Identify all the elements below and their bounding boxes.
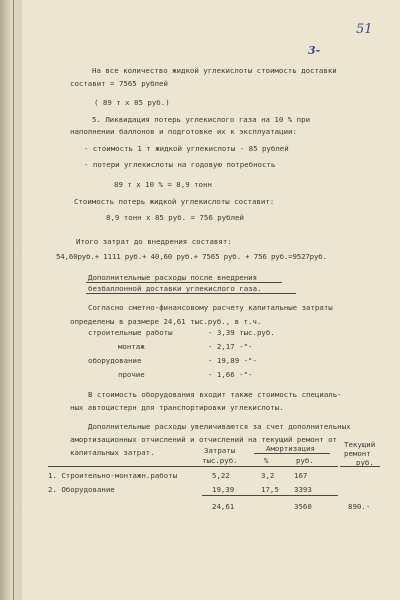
total-rule [202,495,338,496]
col-repair-unit: руб. [356,458,374,467]
row-pct: 3,2 [261,471,275,480]
cost-row-label: строительные работы [88,328,173,337]
section5-calc-1: 89 т х 10 % = 8,9 тонн [114,180,212,189]
cost-row-label: оборудование [88,356,142,365]
additional-p1: Согласно сметно-финансовому расчету капитальные затраты [88,303,333,312]
additional-p4: ных автоцистерн для транспортировки углекислоты. [70,403,284,412]
section5-head-2: наполнении баллонов и подготовке их к эксплуатации: [70,127,297,136]
additional-p3: В стоимость оборудования входит также стоимость специаль- [88,390,342,399]
section5-item-1: - стоимость 1 т жидкой углекислоты - 85 рублей [84,144,289,153]
additional-heading-1: Дополнительные расходы после внедрения [88,273,258,282]
intro-line-1: На все количество жидкой углекислоты стоимость доставки [92,66,337,75]
total-cost: 24,61 [212,502,235,511]
row-pct: 17,5 [261,485,279,494]
cost-row-value: - 1,66 -"- [208,370,253,379]
row-rub: 3393 [294,485,312,494]
total-rub: 3560 [294,502,312,511]
header-rule [48,466,338,467]
row-name: 1. Строительно-монтажн.работы [48,471,178,480]
cost-row-value: - 19,89 -"- [208,356,257,365]
total-repair: 890.- [348,502,371,511]
total-line-1: Итого затрат до внедрения составят: [76,237,232,246]
col-amort-header: Амортизация [266,444,315,453]
cost-row-label: монтаж [118,342,145,351]
col-costs-unit: тыс.руб. [202,456,238,465]
row-cost: 5,22 [212,471,230,480]
col-repair-header: Текущий [344,440,376,449]
col-rub-header: руб. [296,456,314,465]
row-cost: 19,39 [212,485,235,494]
cost-row-value: - 3,39 тыс.руб. [208,328,275,337]
section5-head-1: 5. Ликвидация потерь углекислого газа на 10 % при [92,115,311,124]
additional-heading-2: безбаллонной доставки углекислого газа. [88,284,262,293]
row-rub: 167 [294,471,308,480]
total-line-2: 54,60руб.+ 1111 руб.+ 40,60 руб.+ 7565 руб. + 756 руб.=9527руб. [56,252,327,261]
heading-underline-1 [86,282,282,283]
repair-underline [340,466,380,467]
heading-underline-2 [86,293,296,294]
section5-cost-line: Стоимость потерь жидкой углекислоты составит: [74,197,275,206]
cost-row-value: - 2,17 -"- [208,342,253,351]
additional-p7: капитальных затрат. [70,448,155,457]
intro-calc: ( 89 т х 85 руб.) [94,98,170,107]
section5-item-2: - потери углекислоты на годовую потребность [84,160,276,169]
sheet-mark: 3- [308,44,321,57]
additional-p5: Дополнительные расходы увеличиваются за счет дополнительных [88,422,351,431]
binding-edge [0,0,22,600]
col-costs-header: Затраты [204,446,236,455]
amort-underline [254,453,330,454]
col-repair-sub: ремонт [344,449,371,458]
cost-row-label: прочие [118,370,145,379]
document-page [22,0,400,600]
col-pct-header: % [264,456,269,465]
row-name: 2. Оборудование [48,485,115,494]
additional-p6: амортизационных отчислений и отчислений на текущий ремонт от [70,435,337,444]
intro-line-2: составит = 7565 рублей [70,79,168,88]
page-number: 51 [356,22,373,37]
additional-p2: определены в размере 24,61 тыс.руб., в т.ч. [70,317,262,326]
section5-calc-2: 8,9 тонн х 85 руб. = 756 рублей [106,213,244,222]
